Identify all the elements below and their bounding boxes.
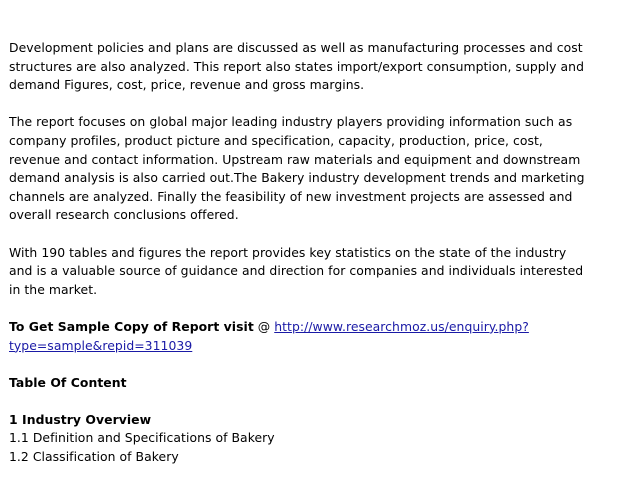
paragraph-development-policies	[9, 39, 631, 95]
toc-item: 1.1 Definition and Specifications of Bakery	[9, 430, 275, 446]
sample-report-link-continued[interactable]: type=sample&repid=311039	[9, 337, 193, 353]
sample-copy-line-2	[9, 337, 631, 356]
text-line: The report focuses on global major leading industry players providing information such as	[9, 114, 573, 130]
sample-copy-label: To Get Sample Copy of Report visit	[9, 318, 254, 334]
text-line: demand Figures, cost, price, revenue and gross margins.	[9, 77, 365, 93]
paragraph-report-focus	[9, 113, 631, 225]
text-line: demand analysis is also carried out.The Bakery industry development trends and marketing	[9, 170, 585, 186]
text-line: and is a valuable source of guidance and direction for companies and individuals interested	[9, 263, 584, 279]
text-line: With 190 tables and figures the report provides key statistics on the state of the industry	[9, 244, 567, 260]
sample-report-link[interactable]: http://www.researchmoz.us/enquiry.php?	[274, 318, 529, 334]
text-line: structures are also analyzed. This report also states import/export consumption, supply and	[9, 58, 585, 74]
text-line: overall research conclusions offered.	[9, 207, 239, 223]
sample-copy-line	[9, 318, 631, 337]
text-line: revenue and contact information. Upstream raw materials and equipment and downstream	[9, 151, 581, 167]
toc-item: 1.2 Classification of Bakery	[9, 449, 179, 465]
toc-section-1	[9, 411, 631, 467]
text-line: Development policies and plans are discussed as well as manufacturing processes and cost	[9, 40, 583, 55]
toc-heading: Table Of Content	[9, 374, 127, 390]
text-line: channels are analyzed. Finally the feasibility of new investment projects are assessed and	[9, 188, 573, 204]
text-line: company profiles, product picture and specification, capacity, production, price, cost,	[9, 132, 543, 148]
text-line: in the market.	[9, 281, 98, 297]
toc-section-title: 1 Industry Overview	[9, 411, 152, 427]
toc-heading-block	[9, 374, 631, 393]
sample-copy-block	[9, 318, 631, 355]
at-sign: @	[253, 318, 275, 334]
paragraph-tables-figures	[9, 244, 631, 300]
document-page	[9, 39, 631, 467]
